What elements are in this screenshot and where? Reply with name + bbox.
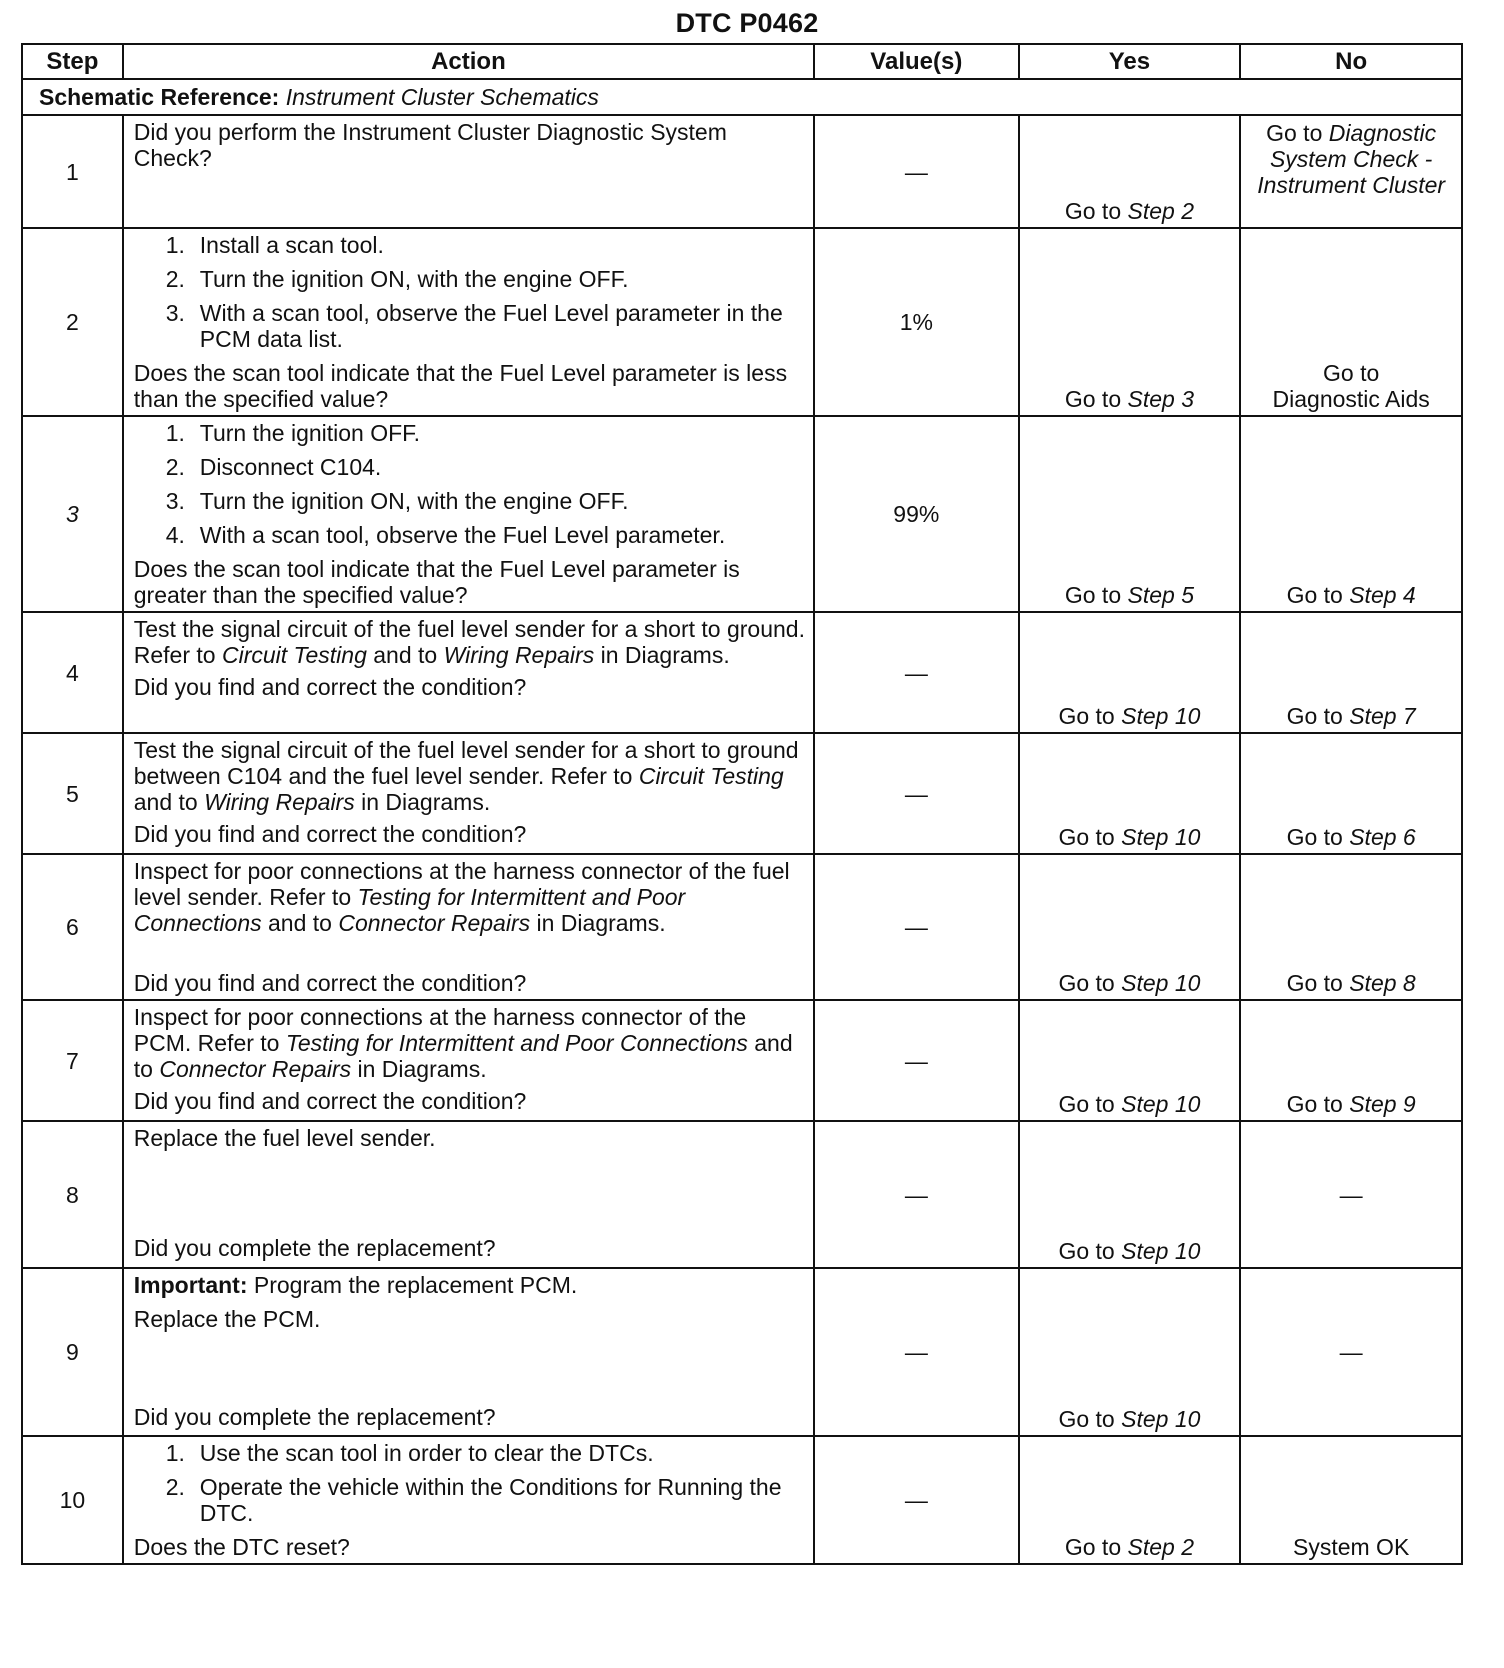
schematic-reference: [22, 79, 1462, 115]
step-number: 3: [22, 416, 123, 612]
no-cell: [1240, 228, 1462, 416]
important-note: Important: Program the replacement PCM.: [133, 1272, 578, 1298]
no-cell: [1240, 115, 1462, 228]
yes-prefix: Go to: [1064, 582, 1122, 608]
action-cell: [123, 1436, 814, 1564]
header-no: No: [1240, 44, 1462, 79]
yes-cell: [1019, 1268, 1241, 1436]
yes-prefix: Go to: [1064, 1534, 1122, 1560]
action-text: Test the signal circuit of the fuel level sender for a short to ground between C104 and the fuel level sender. Refer to Circuit Testing and to Wiring Repairs in Diagrams.: [133, 737, 799, 815]
table-row: [22, 733, 1462, 854]
schematic-reference-link[interactable]: Instrument Cluster Schematics: [285, 84, 599, 110]
action-text: Did you perform the Instrument Cluster Diagnostic System Check?: [133, 119, 727, 171]
value-cell: 1%: [814, 228, 1019, 416]
yes-cell: [1019, 1436, 1241, 1564]
header-yes: Yes: [1019, 44, 1241, 79]
yes-prefix: Go to: [1058, 970, 1115, 996]
yes-link[interactable]: Step 2: [1127, 198, 1195, 224]
action-text: Inspect for poor connections at the harness connector of the PCM. Refer to Testing for Intermittent and Poor Connections and to Connector Repairs in Diagrams.: [133, 1004, 793, 1082]
no-cell: System OK: [1240, 1436, 1462, 1564]
yes-prefix: Go to: [1058, 1238, 1115, 1264]
substep: 2. Operate the vehicle within the Conditions for Running the DTC.: [165, 1474, 782, 1526]
action-cell: [123, 612, 814, 733]
yes-cell: [1019, 115, 1241, 228]
step-number: 5: [22, 733, 123, 854]
value-cell: —: [814, 612, 1019, 733]
action-text: Inspect for poor connections at the harness connector of the fuel level sender. Refer to Testing for Intermittent and Poor Connections and to Connector Repairs in Diagrams.: [133, 858, 790, 936]
yes-cell: [1019, 1000, 1241, 1121]
substep: 1. Turn the ignition OFF.: [165, 420, 421, 446]
no-cell: [1240, 1000, 1462, 1121]
action-cell: [123, 733, 814, 854]
action-text: Test the signal circuit of the fuel level sender for a short to ground. Refer to Circuit Testing and to Wiring Repairs in Diagrams.: [133, 616, 805, 668]
substep-list: [134, 1440, 805, 1526]
schematic-reference-label: Schematic Reference:: [39, 84, 280, 110]
value-cell: —: [814, 854, 1019, 1000]
substep-list: [134, 232, 805, 352]
no-prefix: Go to: [1286, 970, 1343, 996]
yes-cell: [1019, 733, 1241, 854]
action-question: Does the DTC reset?: [133, 1534, 350, 1560]
substep: 3. With a scan tool, observe the Fuel Level parameter in the PCM data list.: [165, 300, 783, 352]
no-link[interactable]: Step 6: [1349, 824, 1416, 850]
action-cell: [123, 854, 814, 1000]
yes-prefix: Go to: [1058, 1406, 1115, 1432]
action-question: Does the scan tool indicate that the Fuel Level parameter is greater than the specified value?: [133, 556, 740, 608]
substep: 3. Turn the ignition ON, with the engine OFF.: [165, 488, 629, 514]
action-cell: [123, 115, 814, 228]
no-cell: —: [1240, 1121, 1462, 1268]
page-title: DTC P0462: [675, 8, 819, 38]
no-cell: [1240, 612, 1462, 733]
step-number: 2: [22, 228, 123, 416]
action-question: Does the scan tool indicate that the Fuel Level parameter is less than the specified value?: [133, 360, 788, 412]
no-link[interactable]: Step 4: [1349, 582, 1416, 608]
schematic-reference-row: [22, 79, 1462, 115]
yes-cell: [1019, 1121, 1241, 1268]
yes-link[interactable]: Step 10: [1121, 1238, 1201, 1264]
substep-list: [134, 420, 805, 548]
yes-link[interactable]: Step 3: [1127, 386, 1195, 412]
reference-link[interactable]: Circuit Testing: [221, 642, 367, 668]
no-link[interactable]: Step 7: [1349, 703, 1416, 729]
no-link[interactable]: Step 9: [1349, 1091, 1416, 1117]
action-question: Did you find and correct the condition?: [133, 970, 527, 996]
table-row: [22, 1436, 1462, 1564]
no-cell: [1240, 733, 1462, 854]
step-number: 9: [22, 1268, 123, 1436]
yes-link[interactable]: Step 10: [1121, 970, 1201, 996]
header-row: [22, 44, 1462, 79]
important-label: Important:: [133, 1272, 248, 1298]
table-row: [22, 854, 1462, 1000]
action-cell: [123, 1121, 814, 1268]
value-cell: —: [814, 115, 1019, 228]
table-row: [22, 115, 1462, 228]
no-cell: [1240, 854, 1462, 1000]
table-row: [22, 1121, 1462, 1268]
step-number: 1: [22, 115, 123, 228]
no-cell: [1240, 416, 1462, 612]
action-question: Did you find and correct the condition?: [133, 1088, 527, 1114]
action-cell: [123, 1000, 814, 1121]
reference-link[interactable]: Connector Repairs: [338, 910, 531, 936]
no-prefix: Go to: [1286, 1091, 1343, 1117]
table-row: [22, 612, 1462, 733]
value-cell: —: [814, 1268, 1019, 1436]
reference-link[interactable]: Testing for Intermittent and Poor Connections: [133, 884, 686, 936]
value-cell: —: [814, 1000, 1019, 1121]
action-text: Replace the PCM.: [133, 1306, 321, 1332]
diagnostic-table: [21, 43, 1463, 1565]
no-link[interactable]: Go to Diagnostic Aids: [1272, 360, 1430, 412]
value-cell: 99%: [814, 416, 1019, 612]
action-question: Did you find and correct the condition?: [133, 821, 527, 847]
yes-cell: [1019, 416, 1241, 612]
yes-link[interactable]: Step 2: [1127, 1534, 1195, 1560]
reference-link[interactable]: Connector Repairs: [159, 1056, 352, 1082]
step-number: 10: [22, 1436, 123, 1564]
header-values: Value(s): [814, 44, 1019, 79]
table-row: [22, 416, 1462, 612]
yes-link[interactable]: Step 10: [1121, 703, 1201, 729]
no-link[interactable]: Diagnostic System Check - Instrument Cluster: [1257, 120, 1446, 198]
yes-prefix: Go to: [1064, 198, 1122, 224]
step-number: 8: [22, 1121, 123, 1268]
action-cell: [123, 416, 814, 612]
value-cell: —: [814, 733, 1019, 854]
no-prefix: Go to: [1266, 120, 1323, 146]
action-cell: [123, 1268, 814, 1436]
yes-prefix: Go to: [1058, 824, 1115, 850]
yes-cell: [1019, 228, 1241, 416]
step-number: 4: [22, 612, 123, 733]
yes-prefix: Go to: [1058, 703, 1115, 729]
substep: 2. Disconnect C104.: [165, 454, 382, 480]
no-prefix: Go to: [1286, 703, 1343, 729]
yes-link[interactable]: Step 10: [1121, 1091, 1201, 1117]
header-action: Action: [123, 44, 814, 79]
action-text: Replace the fuel level sender.: [133, 1125, 436, 1151]
reference-link[interactable]: Testing for Intermittent and Poor Connections: [285, 1030, 748, 1056]
yes-cell: [1019, 854, 1241, 1000]
no-cell: —: [1240, 1268, 1462, 1436]
substep: 2. Turn the ignition ON, with the engine OFF.: [165, 266, 629, 292]
yes-cell: [1019, 612, 1241, 733]
yes-prefix: Go to: [1064, 386, 1122, 412]
value-cell: —: [814, 1436, 1019, 1564]
yes-link[interactable]: Step 5: [1127, 582, 1195, 608]
table-row: [22, 1268, 1462, 1436]
no-link[interactable]: Step 8: [1349, 970, 1416, 996]
substep: 1. Install a scan tool.: [165, 232, 384, 258]
no-prefix: Go to: [1286, 824, 1343, 850]
action-question: Did you find and correct the condition?: [133, 674, 527, 700]
reference-link[interactable]: Wiring Repairs: [204, 789, 355, 815]
reference-link[interactable]: Wiring Repairs: [443, 642, 595, 668]
substep: 1. Use the scan tool in order to clear the DTCs.: [165, 1440, 654, 1466]
value-cell: —: [814, 1121, 1019, 1268]
reference-link[interactable]: Circuit Testing: [638, 763, 784, 789]
substep: 4. With a scan tool, observe the Fuel Level parameter.: [165, 522, 726, 548]
header-step: Step: [22, 44, 123, 79]
action-question: Did you complete the replacement?: [133, 1404, 496, 1430]
action-question: Did you complete the replacement?: [133, 1235, 496, 1261]
step-number: 7: [22, 1000, 123, 1121]
table-row: [22, 1000, 1462, 1121]
yes-prefix: Go to: [1058, 1091, 1115, 1117]
table-row: [22, 228, 1462, 416]
action-cell: [123, 228, 814, 416]
no-prefix: Go to: [1286, 582, 1343, 608]
yes-link[interactable]: Step 10: [1121, 824, 1201, 850]
yes-link[interactable]: Step 10: [1121, 1406, 1201, 1432]
step-number: 6: [22, 854, 123, 1000]
